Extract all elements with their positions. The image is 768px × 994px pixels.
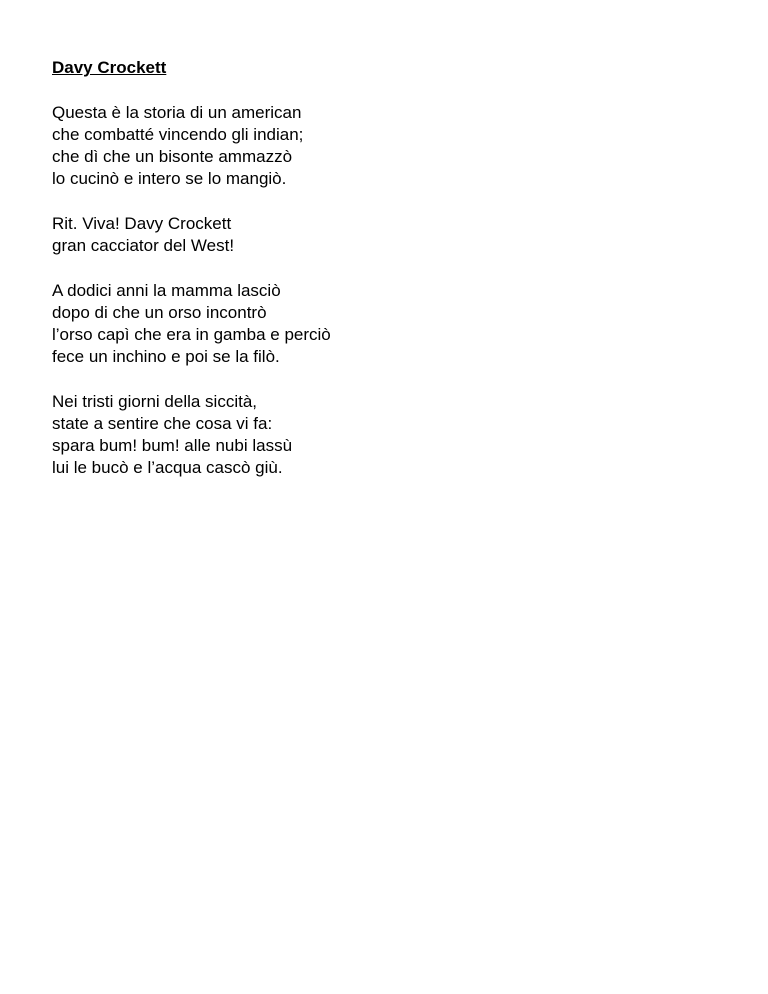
lyric-line: spara bum! bum! alle nubi lassù <box>52 436 293 455</box>
lyric-line: state a sentire che cosa vi fa: <box>52 414 273 433</box>
lyric-line: dopo di che un orso incontrò <box>52 303 267 322</box>
lyric-line: Nei tristi giorni della siccità, <box>52 392 258 411</box>
lyric-line: gran cacciator del West! <box>52 236 235 255</box>
stanza-1 <box>52 102 732 190</box>
lyric-line: l’orso capì che era in gamba e perciò <box>52 325 331 344</box>
lyric-line: lo cucinò e intero se lo mangiò. <box>52 169 287 188</box>
stanza-3 <box>52 391 732 479</box>
song-title: Davy Crockett <box>52 58 167 77</box>
lyric-line: Questa è la storia di un american <box>52 103 302 122</box>
lyric-line: Rit. Viva! Davy Crockett <box>52 214 232 233</box>
lyric-line: fece un inchino e poi se la filò. <box>52 347 280 366</box>
document-page <box>52 57 732 502</box>
lyric-line: che dì che un bisonte ammazzò <box>52 147 293 166</box>
lyric-line: A dodici anni la mamma lasciò <box>52 281 281 300</box>
lyric-line: lui le bucò e l’acqua cascò giù. <box>52 458 283 477</box>
stanza-refrain <box>52 213 732 257</box>
lyric-line: che combatté vincendo gli indian; <box>52 125 304 144</box>
stanza-2 <box>52 280 732 368</box>
